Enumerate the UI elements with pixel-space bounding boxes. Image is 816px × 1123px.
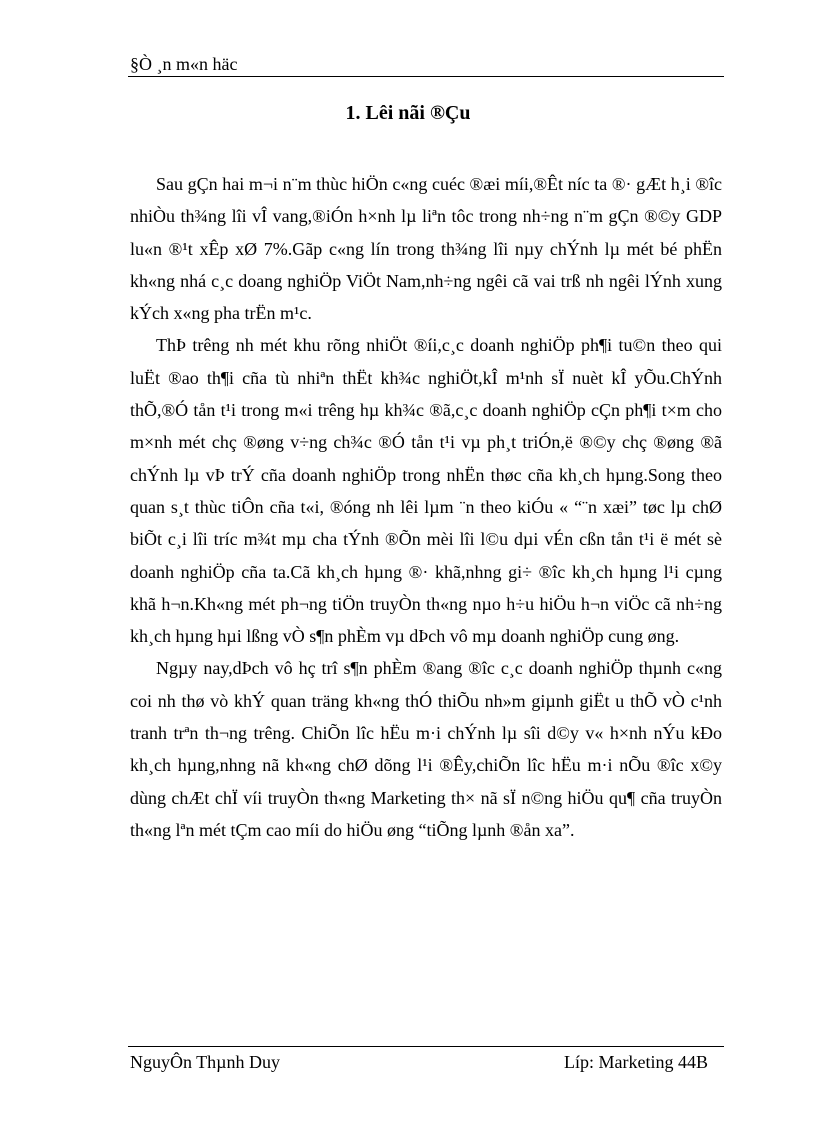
page-title: 1. Lêi nãi ®Çu	[345, 102, 471, 124]
header-divider	[128, 76, 724, 77]
footer-divider	[128, 1046, 724, 1047]
footer-class: Líp: Marketing 44B	[564, 1052, 708, 1072]
document-body	[130, 168, 722, 846]
paragraph-1: Sau gÇn hai m¬i n¨m thùc hiÖn c«ng cuéc ®æi míi,®Êt níc ta ®· gÆt h¸i ®îc nhiÒu th¾ng lîi vÎ vang,®iÓn h×nh lµ liªn tôc trong nh÷ng n¨m gÇn ®©y GDP lu«n ®¹t xÊp xØ 7%.Gãp c«ng lín trong th¾ng lîi nµy chÝnh lµ mét bé phËn kh«ng nhá c¸c doang nghiÖp ViÖt Nam,nh÷ng ngêi cã vai trß nh ngêi lÝnh xung kÝch x«ng pha trËn m¹c.	[130, 174, 722, 324]
footer-author: NguyÔn Thµnh Duy	[130, 1052, 281, 1072]
paragraph-3: Ngµy nay,dÞch vô hç trî s¶n phÈm ®ang ®îc c¸c doanh nghiÖp thµnh c«ng coi nh thø vò khÝ quan träng kh«ng thÓ thiÕu nh»m giµnh giËt u thÕ vÒ c¹nh tranh trªn th¬ng trêng. ChiÕn lîc hËu m·i chÝnh lµ sîi d©y v« h×nh nÝu kÐo kh¸ch hµng,nhng nã kh«ng chØ dõng l¹i ®Êy,chiÕn lîc hËu m·i nÕu ®îc x©y dùng chÆt chÏ víi truyÒn th«ng Marketing th× nã sÏ n©ng hiÖu qu¶ cña truyÒn th«ng lªn mét tÇm cao míi do hiÖu øng “tiÕng lµnh ®ån xa”.	[130, 658, 722, 840]
paragraph-2: ThÞ trêng nh mét khu rõng nhiÖt ®íi,c¸c doanh nghiÖp ph¶i tu©n theo qui luËt ®ao th¶i cña tù nhiªn thËt kh¾c nghiÖt,kÎ m¹nh sÏ nuèt kÎ yÕu.ChÝnh thÕ,®Ó tån t¹i trong m«i trêng hµ kh¾c ®ã,c¸c doanh nghiÖp cÇn ph¶i t×m cho m×nh mét chç ®øng v÷ng ch¾c ®Ó tån t¹i vµ ph¸t triÓn,ë ®©y chç ®øng ®ã chÝnh lµ vÞ trÝ cña doanh nghiÖp trong nhËn thøc cña kh¸ch hµng.Song theo quan s¸t thùc tiÔn cña t«i, ®óng nh lêi lµm ¨n theo kiÓu « “¨n xæi” tøc lµ chØ biÕt c¸i lîi tríc m¾t mµ cha tÝnh ®Õn mèi lîi l©u dµi vÉn cßn tån t¹i ë mét sè doanh nghiÖp cña ta.Cã kh¸ch hµng ®· khã,nhng gi÷ ®îc kh¸ch hµng l¹i cµng khã h¬n.Kh«ng mét ph¬ng tiÖn truyÒn th«ng nµo h÷u hiÖu h¬n viÖc cã nh÷ng kh¸ch hµng hµi lßng vÒ s¶n phÈm vµ dÞch vô mµ doanh nghiÖp cung øng.	[130, 335, 722, 647]
header-subject: §Ò ¸n m«n häc	[130, 54, 238, 74]
